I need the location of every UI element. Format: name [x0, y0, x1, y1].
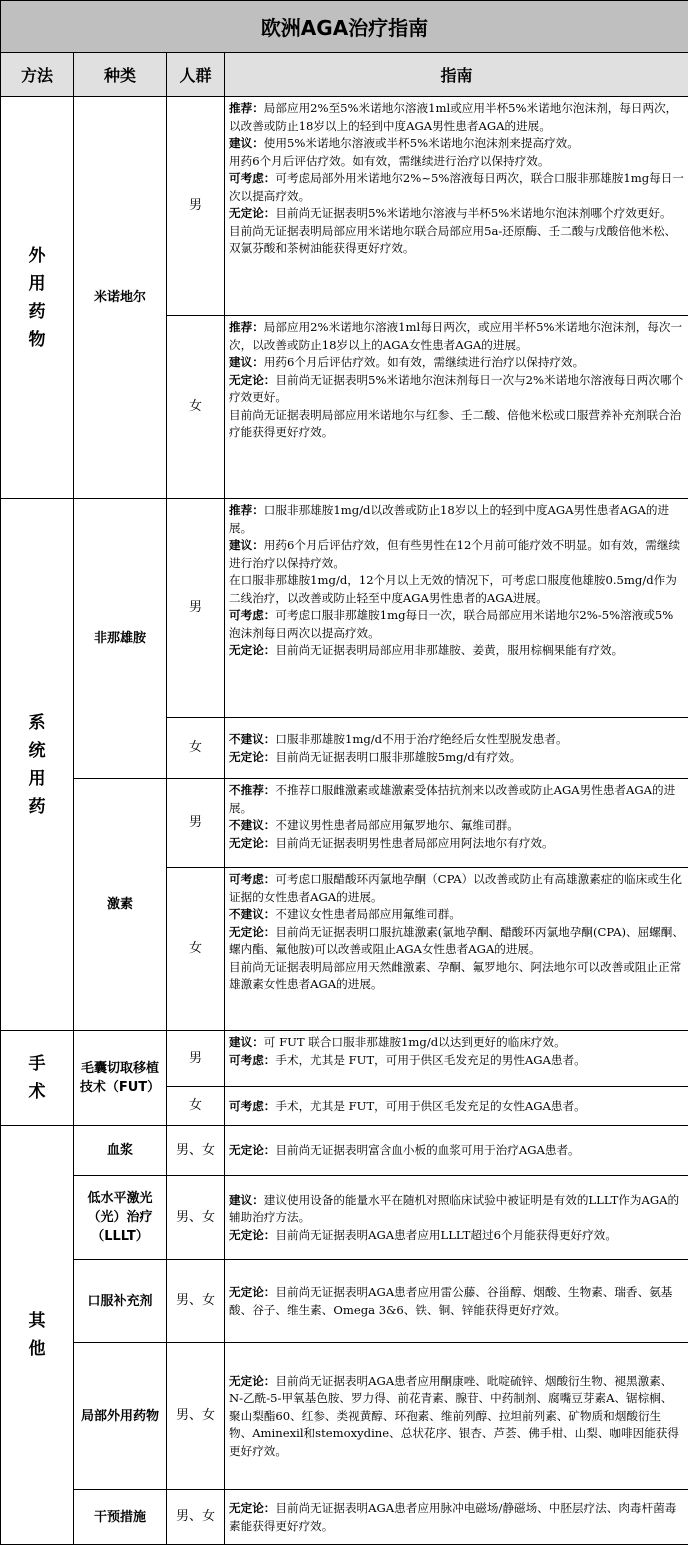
label-not-recommend: 不推荐： — [229, 783, 275, 797]
guide-paragraph — [229, 1284, 684, 1319]
guide-text: 建议使用设备的能量水平在随机对照临床试验中被证明是有效的LLLT作为AGA的辅助治疗方法。 — [229, 1193, 679, 1225]
guide-text: 目前尚无证据表明AGA患者应用雷公藤、谷甾醇、烟酸、生物素、瑞香、氨基酸、谷子、维生素、Omega 3&6、铁、铜、锌能获得更好疗效。 — [229, 1285, 672, 1317]
guide-paragraph — [229, 135, 684, 153]
guide-paragraph — [229, 1098, 684, 1116]
guide-paragraph — [229, 1052, 684, 1070]
label-not-suggest: 不建议： — [229, 907, 275, 921]
guide-paragraph — [229, 1142, 684, 1160]
guide-plasma — [225, 1126, 688, 1176]
crowd-both: 男、女 — [167, 1126, 225, 1176]
guide-paragraph — [229, 835, 684, 853]
guide-text: 用药6个月后评估疗效。如有效，需继续进行治疗以保持疗效。 — [229, 153, 684, 171]
table-row — [1, 97, 688, 316]
label-recommend: 推荐： — [229, 503, 264, 517]
guide-text: 目前尚无证据表明AGA患者应用酮康唑、吡啶硫锌、烟酸衍生物、褪黑激素、N-乙酰-5-甲氧基色胺、罗力得、前花青素、腺苷、中药制剂、腐嘴豆芽素A、锯棕榈、聚山梨酯60、红参、类视黄醇、环孢素、维前列醇、拉坦前列素、矿物质和烟酸衍生物、Aminexil和stemoxydine、总状花序、银杏、芦荟、佛手柑、山梨、咖啡因能获得更好疗效。 — [229, 1374, 679, 1458]
guide-text: 目前尚无证据表明局部应用天然雌激素、孕酮、氟罗地尔、阿法地尔可以改善或阻止正常雄激素女性患者AGA的进展。 — [229, 959, 684, 994]
label-undetermined: 无定论： — [229, 1285, 275, 1299]
guide-text: 手术，尤其是 FUT，可用于供区毛发充足的女性AGA患者。 — [275, 1099, 585, 1113]
title-row — [1, 1, 688, 53]
guide-paragraph — [229, 319, 684, 354]
label-suggest: 建议： — [229, 355, 264, 369]
label-not-suggest: 不建议： — [229, 818, 275, 832]
crowd-both: 男、女 — [167, 1490, 225, 1545]
crowd-female: 女 — [167, 316, 225, 499]
guide-text: 目前尚无证据表明口服非那雄胺5mg/d有疗效。 — [275, 750, 521, 764]
guide-paragraph — [229, 607, 684, 642]
kind-lllt: 低水平激光（光）治疗（LLLT） — [74, 1176, 167, 1260]
guide-text: 目前尚无证据表明局部应用非那雄胺、姜黄，服用棕榈果能有疗效。 — [275, 643, 623, 657]
guide-fut-female — [225, 1087, 688, 1126]
guide-paragraph — [229, 871, 684, 906]
guide-paragraph — [229, 924, 684, 959]
guide-paragraph — [229, 1373, 684, 1461]
guide-text: 目前尚无证据表明5%米诺地尔溶液与半杯5%米诺地尔泡沫剂哪个疗效更好。 — [275, 206, 671, 220]
label-suggest: 建议： — [229, 1193, 264, 1207]
guide-paragraph — [229, 372, 684, 407]
table-row — [1, 499, 688, 718]
guide-paragraph — [229, 354, 684, 372]
guide-text: 目前尚无证据表明口服抗雄激素(氯地孕酮、醋酸环丙氯地孕酮(CPA)、屈螺酮、螺内酯、氟他胺)可以改善或阻止AGA女性患者AGA的进展。 — [229, 925, 684, 957]
label-consider: 可考虑： — [229, 872, 275, 886]
crowd-female: 女 — [167, 718, 225, 779]
kind-finasteride: 非那雄胺 — [74, 499, 167, 779]
guide-paragraph — [229, 1192, 684, 1227]
crowd-male: 男 — [167, 779, 225, 868]
guide-text: 可考虑口服醋酸环丙氯地孕酮（CPA）以改善或防止有高雄激素症的临床或生化证据的女性患者AGA的进展。 — [229, 872, 682, 904]
guide-text: 可考虑口服非那雄胺1mg每日一次，联合局部应用米诺地尔2%-5%溶液或5%泡沫剂每日两次以提高疗效。 — [229, 608, 673, 640]
guide-text: 使用5%米诺地尔溶液或半杯5%米诺地尔泡沫剂来提高疗效。 — [264, 136, 579, 150]
guide-text: 局部应用2%米诺地尔溶液1ml每日两次，或应用半杯5%米诺地尔泡沫剂，每次一次，以改善或防止18岁以上的AGA女性患者AGA的进展。 — [229, 320, 682, 352]
label-undetermined: 无定论： — [229, 1228, 275, 1242]
guide-paragraph — [229, 205, 684, 223]
label-consider: 可考虑： — [229, 608, 275, 622]
header-method: 方法 — [1, 53, 74, 97]
label-consider: 可考虑： — [229, 1099, 275, 1113]
guide-fut-male — [225, 1031, 688, 1087]
method-systemic: 系统用药 — [1, 499, 74, 1031]
guide-text: 不建议女性患者局部应用氟维司群。 — [275, 907, 461, 921]
guide-text: 目前尚无证据表明富含血小板的血浆可用于治疗AGA患者。 — [275, 1143, 579, 1157]
guide-hormone-female — [225, 868, 688, 1031]
label-consider: 可考虑： — [229, 1053, 275, 1067]
guide-paragraph — [229, 906, 684, 924]
label-consider: 可考虑： — [229, 171, 275, 185]
guide-intervention — [225, 1490, 688, 1545]
label-suggest: 建议： — [229, 136, 264, 150]
guide-text: 用药6个月后评估疗效，但有些男性在12个月前可能疗效不明显。如有效，需继续进行治疗以保持疗效。 — [229, 538, 680, 570]
table-row — [1, 1031, 688, 1087]
label-recommend: 推荐： — [229, 320, 264, 334]
guide-paragraph — [229, 537, 684, 572]
method-surgery: 手术 — [1, 1031, 74, 1126]
label-undetermined: 无定论： — [229, 1143, 275, 1157]
guide-text: 口服非那雄胺1mg/d以改善或防止18岁以上的轻到中度AGA男性患者AGA的进展。 — [229, 503, 669, 535]
guide-minoxidil-male — [225, 97, 688, 316]
guide-paragraph — [229, 502, 684, 537]
kind-oral-supplement: 口服补充剂 — [74, 1260, 167, 1343]
label-undetermined: 无定论： — [229, 643, 275, 657]
table-row — [1, 1490, 688, 1545]
label-undetermined: 无定论： — [229, 836, 275, 850]
label-suggest: 建议： — [229, 538, 264, 552]
guide-text: 目前尚无证据表明AGA患者应用脉冲电磁场/静磁场、中胚层疗法、肉毒杆菌毒素能获得更好疗效。 — [229, 1501, 676, 1533]
guide-paragraph — [229, 749, 684, 767]
crowd-both: 男、女 — [167, 1260, 225, 1343]
label-recommend: 推荐： — [229, 101, 264, 115]
crowd-both: 男、女 — [167, 1343, 225, 1490]
guide-text: 目前尚无证据表明男性患者局部应用阿法地尔有疗效。 — [275, 836, 553, 850]
table-row — [1, 1126, 688, 1176]
kind-hormone: 激素 — [74, 779, 167, 1031]
guide-text: 用药6个月后评估疗效。如有效，需继续进行治疗以保持疗效。 — [264, 355, 584, 369]
table-row — [1, 1176, 688, 1260]
method-other: 其他 — [1, 1126, 74, 1545]
guide-text: 目前尚无证据表明局部应用米诺地尔与红参、壬二酸、倍他米松或口服营养补充剂联合治疗能获得更好疗效。 — [229, 407, 684, 442]
kind-intervention: 干预措施 — [74, 1490, 167, 1545]
header-guide: 指南 — [225, 53, 688, 97]
guide-text: 可考虑局部外用米诺地尔2%~5%溶液每日两次，联合口服非那雄胺1mg每日一次以提高疗效。 — [229, 171, 684, 203]
guide-oral-supplement — [225, 1260, 688, 1343]
guide-finasteride-male — [225, 499, 688, 718]
crowd-male: 男 — [167, 499, 225, 718]
guide-text: 在口服非那雄胺1mg/d，12个月以上无效的情况下，可考虑口服度他雄胺0.5mg/d作为二线治疗，以改善或防止轻至中度AGA男性患者的AGA进展。 — [229, 572, 684, 607]
guide-finasteride-female — [225, 718, 688, 779]
crowd-female: 女 — [167, 1087, 225, 1126]
crowd-male: 男 — [167, 97, 225, 316]
label-undetermined: 无定论： — [229, 373, 275, 387]
guide-topical-other — [225, 1343, 688, 1490]
header-crowd: 人群 — [167, 53, 225, 97]
label-undetermined: 无定论： — [229, 925, 275, 939]
label-undetermined: 无定论： — [229, 206, 275, 220]
guide-text: 手术，尤其是 FUT，可用于供区毛发充足的男性AGA患者。 — [275, 1053, 585, 1067]
label-undetermined: 无定论： — [229, 1501, 275, 1515]
kind-minoxidil: 米诺地尔 — [74, 97, 167, 499]
table-row — [1, 1260, 688, 1343]
kind-fut: 毛囊切取移植技术（FUT） — [74, 1031, 167, 1126]
kind-plasma: 血浆 — [74, 1126, 167, 1176]
table-title: 欧洲AGA治疗指南 — [1, 1, 688, 53]
table-row — [1, 1343, 688, 1490]
guide-lllt — [225, 1176, 688, 1260]
guide-paragraph — [229, 1227, 684, 1245]
guide-text: 目前尚无证据表明5%米诺地尔泡沫剂每日一次与2%米诺地尔溶液每日两次哪个疗效更好。 — [229, 373, 683, 405]
label-suggest: 建议： — [229, 1035, 264, 1049]
kind-topical-other: 局部外用药物 — [74, 1343, 167, 1490]
guide-hormone-male — [225, 779, 688, 868]
guide-text: 不建议男性患者局部应用氟罗地尔、氟维司群。 — [275, 818, 518, 832]
header-row — [1, 53, 688, 97]
label-undetermined: 无定论： — [229, 1374, 275, 1388]
header-kind: 种类 — [74, 53, 167, 97]
guide-text: 不推荐口服雌激素或雄激素受体拮抗剂来以改善或防止AGA男性患者AGA的进展。 — [229, 783, 675, 815]
guide-paragraph — [229, 1500, 684, 1535]
guide-paragraph — [229, 1034, 684, 1052]
guide-text: 目前尚无证据表明AGA患者应用LLLT超过6个月能获得更好疗效。 — [275, 1228, 617, 1242]
guide-text: 局部应用2%至5%米诺地尔溶液1ml或应用半杯5%米诺地尔泡沫剂，每日两次，以改善或防止18岁以上的轻到中度AGA男性患者AGA的进展。 — [229, 101, 677, 133]
label-undetermined: 无定论： — [229, 750, 275, 764]
guide-text: 目前尚无证据表明局部应用米诺地尔联合局部应用5a-还原酶、壬二酸与戊酸倍他米松、双氯芬酸和茶树油能获得更好疗效。 — [229, 223, 684, 258]
table-row — [1, 779, 688, 868]
guide-text: 口服非那雄胺1mg/d不用于治疗绝经后女性型脱发患者。 — [275, 732, 567, 746]
guide-text: 可 FUT 联合口服非那雄胺1mg/d以达到更好的临床疗效。 — [264, 1035, 566, 1049]
guide-paragraph — [229, 100, 684, 135]
guide-minoxidil-female — [225, 316, 688, 499]
crowd-female: 女 — [167, 868, 225, 1031]
guide-paragraph — [229, 170, 684, 205]
method-topical: 外用药物 — [1, 97, 74, 499]
label-not-suggest: 不建议： — [229, 732, 275, 746]
guide-paragraph — [229, 782, 684, 817]
guide-paragraph — [229, 731, 684, 749]
guide-paragraph — [229, 642, 684, 660]
crowd-male: 男 — [167, 1031, 225, 1087]
guide-paragraph — [229, 817, 684, 835]
crowd-both: 男、女 — [167, 1176, 225, 1260]
